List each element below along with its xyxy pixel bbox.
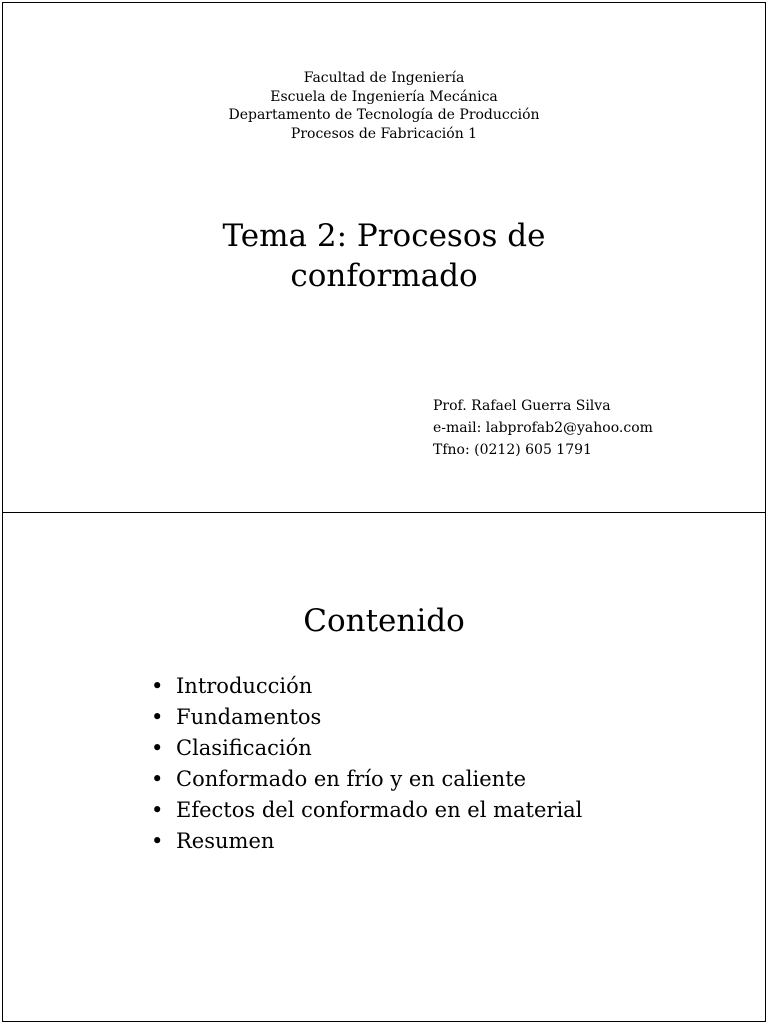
list-item-label: Clasificación [176, 736, 312, 760]
list-item [151, 826, 582, 857]
slide-title-page [2, 2, 766, 513]
list-item [151, 764, 582, 795]
bullet-icon: • [151, 674, 164, 698]
list-item-label: Resumen [176, 829, 275, 853]
list-item [151, 671, 582, 702]
bullet-icon: • [151, 736, 164, 760]
contents-list [151, 671, 582, 857]
course-line: Procesos de Fabricación 1 [290, 125, 478, 142]
list-item-label: Conformado en frío y en caliente [176, 767, 527, 791]
list-item-label: Fundamentos [176, 705, 322, 729]
contents-title: Contenido [303, 603, 465, 639]
title-line-1: Tema 2: Procesos de [222, 218, 546, 254]
title-line-2: conformado [290, 258, 478, 294]
faculty-line: Facultad de Ingeniería [303, 70, 465, 86]
bullet-icon: • [151, 798, 164, 822]
list-item [151, 795, 582, 826]
author-name: Prof. Rafael Guerra Silva [433, 398, 611, 414]
list-item [151, 702, 582, 733]
list-item-label: Introducción [176, 674, 313, 698]
author-phone: Tfno: (0212) 605 1791 [433, 442, 592, 458]
bullet-icon: • [151, 829, 164, 853]
bullet-icon: • [151, 705, 164, 729]
bullet-icon: • [151, 767, 164, 791]
presentation-title [3, 216, 765, 296]
institution-header [3, 69, 765, 143]
author-email: e-mail: labprofab2@yahoo.com [433, 420, 653, 436]
department-line: Departamento de Tecnología de Producción [228, 107, 540, 123]
list-item [151, 733, 582, 764]
list-item-label: Efectos del conformado en el material [176, 798, 583, 822]
slide-contents [2, 512, 766, 1022]
school-line: Escuela de Ingeniería Mecánica [270, 88, 498, 105]
author-contact [433, 395, 653, 461]
